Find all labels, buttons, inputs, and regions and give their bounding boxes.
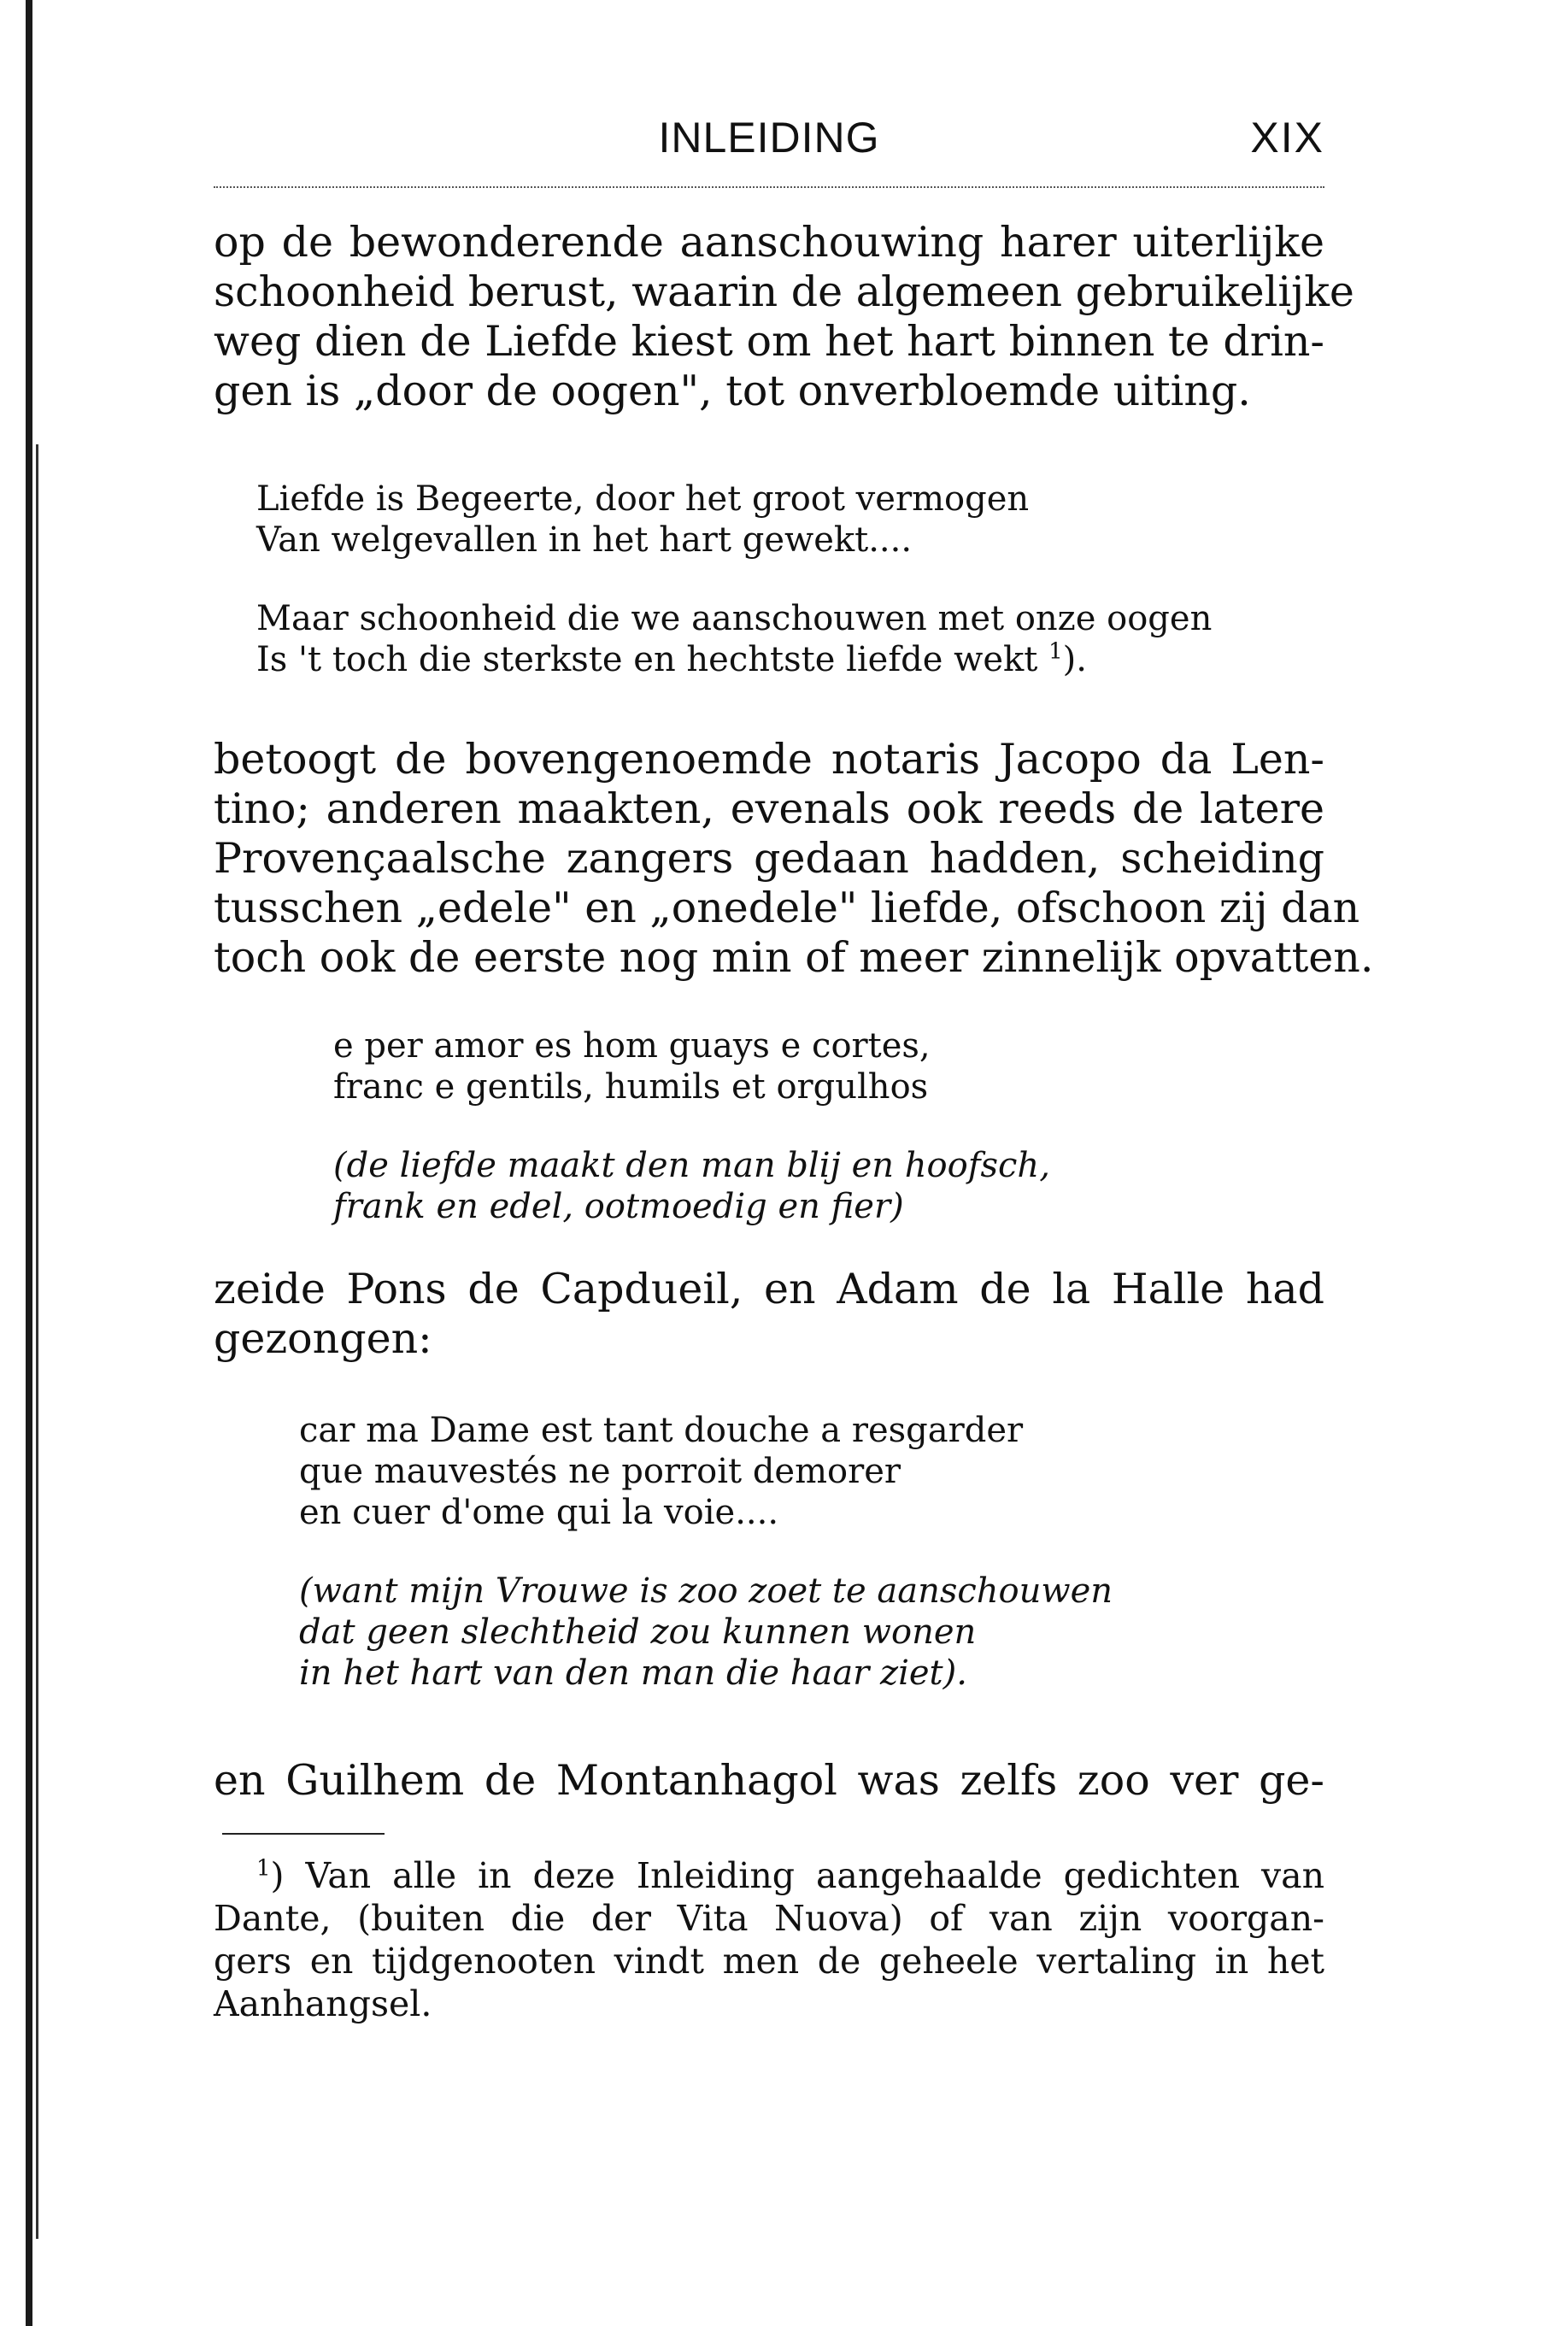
text-line: gen is „door de oogen", tot onverbloemde uiting.: [214, 367, 1251, 415]
footnote-line: Dante, (buiten die der Vita Nuova) of van zijn voorgan-: [214, 1898, 1324, 1939]
text-line: zeide Pons de Capdueil, en Adam de la Halle had: [214, 1265, 1324, 1313]
verse-line: Maar schoonheid die we aanschouwen met onze oogen: [256, 599, 1213, 638]
verse-block-1: [256, 479, 1029, 561]
verse-block-2: [256, 598, 1212, 680]
verse-line: Van welgevallen in het hart gewekt....: [256, 520, 913, 560]
verse-line: (want mijn Vrouwe is zoo zoet te aanschouwen: [299, 1571, 1113, 1611]
text-line: Provençaalsche zangers gedaan hadden, scheiding: [214, 834, 1324, 883]
verse-line-text: Is 't toch die sterkste en hechtste liefde wekt: [256, 640, 1038, 679]
text-line: en Guilhem de Montanhagol was zelfs zoo ver ge-: [214, 1756, 1324, 1805]
footnote-line: [214, 1854, 1324, 1897]
text-line: gezongen:: [214, 1314, 432, 1363]
text-line: op de bewonderende aanschouwing harer uiterlijke: [214, 218, 1324, 267]
paragraph-1: [214, 218, 1354, 416]
header-dotted-rule: [214, 186, 1324, 188]
running-header: [214, 113, 1324, 173]
verse-line-end: ).: [1062, 640, 1087, 679]
verse-line: que mauvestés ne porroit demorer: [299, 1452, 901, 1491]
footnote-separator: [222, 1833, 385, 1835]
verse-line: frank en edel, ootmoedig en fier): [333, 1187, 904, 1226]
page-binding-shadow: [36, 444, 38, 2239]
verse-block-4: [299, 1410, 1023, 1533]
paragraph-2: [214, 735, 1374, 983]
verse-line: [256, 639, 1212, 680]
verse-line: franc e gentils, humils et orgulhos: [333, 1067, 929, 1107]
verse-line: e per amor es hom guays e cortes,: [333, 1026, 931, 1066]
footnote-line-text: ) Van alle in deze Inleiding aangehaalde gedichten van: [270, 1855, 1324, 1896]
text-line: schoonheid berust, waarin de algemeen gebruikelijke: [214, 267, 1354, 316]
verse-block-3: [333, 1025, 931, 1107]
text-line: tino; anderen maakten, evenals ook reeds de latere: [214, 784, 1324, 833]
footnote-reference: 1: [1048, 638, 1063, 665]
text-line: weg dien de Liefde kiest om het hart binnen te drin-: [214, 317, 1324, 366]
paragraph-3: [214, 1265, 1324, 1364]
page-binding-edge: [26, 0, 32, 2326]
running-title: INLEIDING: [658, 114, 880, 162]
verse-line: (de liefde maakt den man blij en hoofsch,: [333, 1146, 1050, 1185]
footnote-line: gers en tijdgenooten vindt men de geheele vertaling in het: [214, 1941, 1324, 1982]
verse-line: in het hart van den man die haar ziet).: [299, 1653, 967, 1693]
verse-translation-3: [333, 1145, 1050, 1227]
verse-line: Liefde is Begeerte, door het groot vermogen: [256, 479, 1030, 519]
verse-line: dat geen slechtheid zou kunnen wonen: [299, 1612, 977, 1652]
text-line: betoogt de bovengenoemde notaris Jacopo da Len-: [214, 735, 1324, 784]
text-line: toch ook de eerste nog min of meer zinnelijk opvatten.: [214, 933, 1374, 982]
verse-translation-4: [299, 1571, 1113, 1694]
footnote-marker: 1: [256, 1855, 271, 1882]
book-page: [214, 0, 1374, 2326]
verse-line: en cuer d'ome qui la voie....: [299, 1493, 779, 1532]
footnote-line: Aanhangsel.: [214, 1983, 432, 2024]
footnote: [214, 1854, 1324, 2025]
page-number: XIX: [1250, 114, 1324, 162]
paragraph-4: [214, 1756, 1324, 1806]
verse-line: car ma Dame est tant douche a resgarder: [299, 1411, 1024, 1450]
text-line: tusschen „edele" en „onedele" liefde, ofschoon zij dan: [214, 884, 1360, 932]
